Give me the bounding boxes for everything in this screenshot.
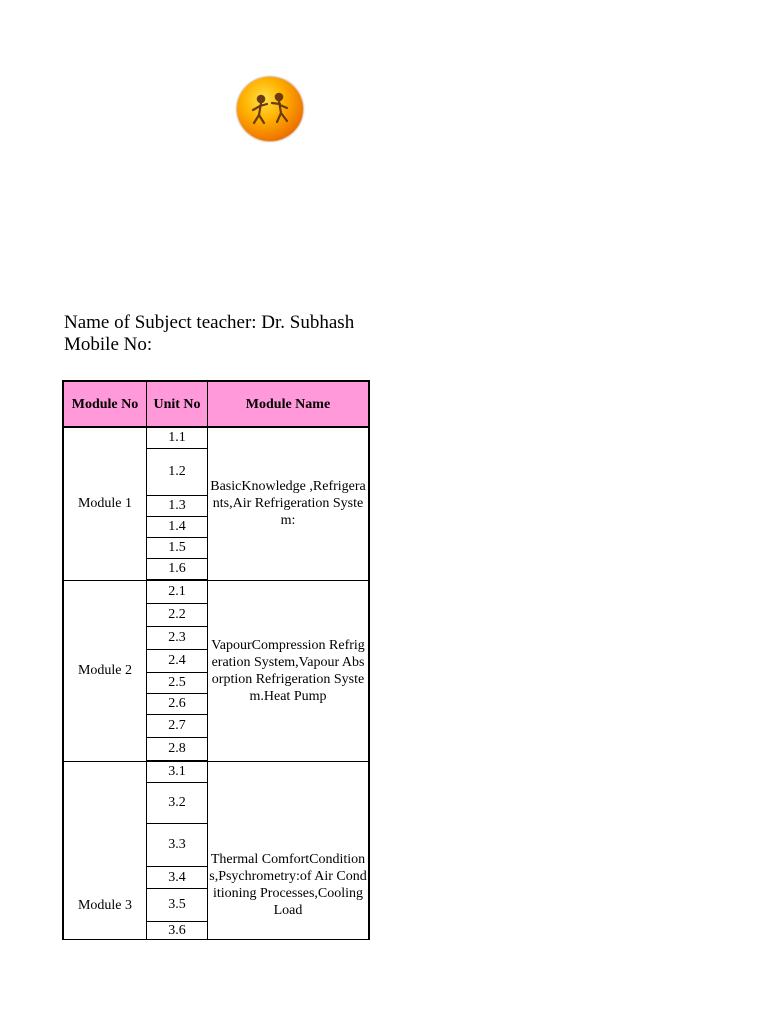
teacher-mobile: Mobile No: — [64, 334, 153, 355]
module-name-cell: BasicKnowledge ,Refrigerants,Air Refrigeration System: — [208, 427, 370, 580]
unit-cell: 1.2 — [147, 448, 208, 495]
unit-cell: 2.2 — [147, 603, 208, 626]
unit-cell: 1.6 — [147, 558, 208, 580]
module-table — [62, 380, 370, 940]
unit-cell: 3.3 — [147, 823, 208, 866]
institution-logo — [237, 77, 303, 141]
unit-cell: 3.1 — [147, 761, 208, 782]
header-module-name: Module Name — [208, 381, 370, 427]
unit-cell: 1.4 — [147, 516, 208, 537]
unit-cell: 2.6 — [147, 693, 208, 714]
wrestlers-emblem-icon — [237, 77, 303, 141]
module-name-cell: Thermal ComfortConditions,Psychrometry:of Air Conditioning Processes,Cooling Load — [208, 761, 370, 939]
unit-cell: 2.7 — [147, 714, 208, 737]
header-module-no: Module No — [63, 381, 147, 427]
teacher-name: Name of Subject teacher: Dr. Subhash — [64, 312, 355, 333]
module-no-cell: Module 1 — [63, 427, 147, 580]
unit-cell: 2.5 — [147, 672, 208, 693]
unit-cell: 3.4 — [147, 866, 208, 888]
table-row — [63, 761, 369, 782]
table-row — [63, 580, 369, 603]
unit-cell: 3.6 — [147, 921, 208, 939]
unit-cell: 2.8 — [147, 737, 208, 761]
unit-cell: 1.1 — [147, 427, 208, 448]
module-name-cell: VapourCompression Refrigeration System,Vapour Absorption Refrigeration System.Heat Pump — [208, 580, 370, 761]
teacher-info — [64, 312, 370, 356]
unit-cell: 2.3 — [147, 626, 208, 649]
unit-cell: 3.5 — [147, 888, 208, 921]
unit-cell: 3.2 — [147, 782, 208, 823]
module-table-container — [62, 380, 370, 944]
unit-cell: 1.3 — [147, 495, 208, 516]
module-no-cell: Module 2 — [63, 580, 147, 761]
table-header-row — [63, 381, 369, 427]
module-no-cell: Module 3 — [63, 761, 147, 939]
table-row — [63, 427, 369, 448]
header-unit-no: Unit No — [147, 381, 208, 427]
unit-cell: 1.5 — [147, 537, 208, 558]
unit-cell: 2.1 — [147, 580, 208, 603]
unit-cell: 2.4 — [147, 649, 208, 672]
